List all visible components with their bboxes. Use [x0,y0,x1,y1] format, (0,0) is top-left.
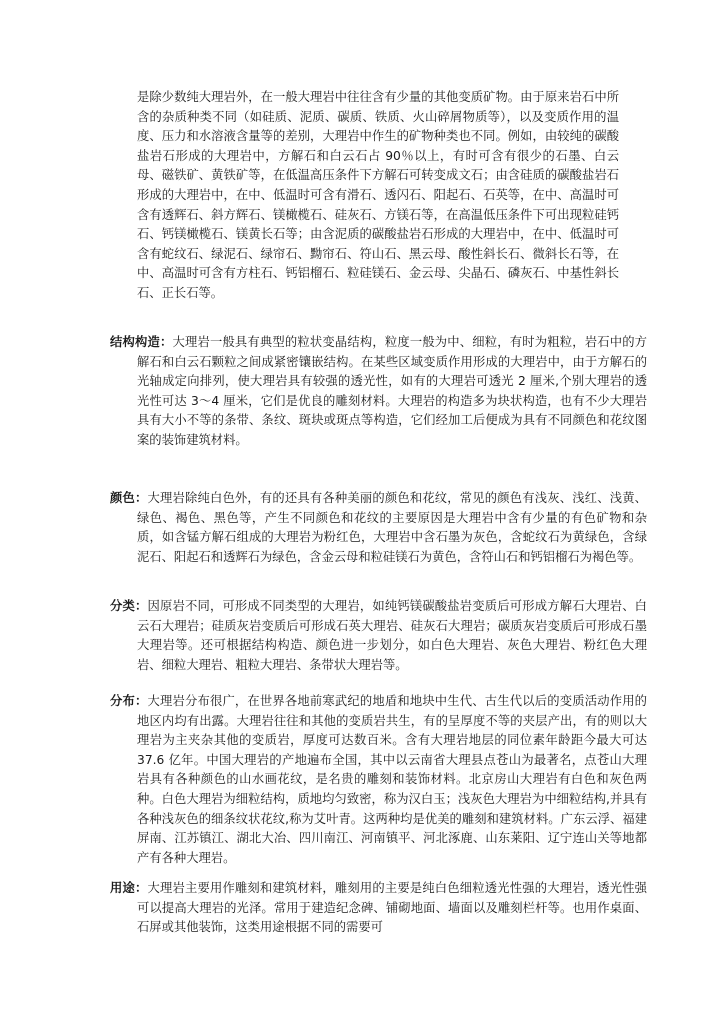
usage-section [110,879,647,938]
color-label: 颜色： [110,491,148,505]
classification-text: 因原岩不同，可形成不同类型的大理岩，如纯钙镁碳酸盐岩变质后可形成方解石大理岩、白云石大理岩；硅质灰岩变质后可形成石英大理岩、硅灰石大理岩；碳质灰岩变质后可形成石墨大理岩等。还可根据结构构造、颜色进一步划分，如白色大理岩、灰色大理岩、粉红色大理岩、细粒大理岩、粗粒大理岩、条带状大理岩等。 [137,599,647,672]
classification-label: 分类： [110,599,148,613]
structure-label: 结构构造： [110,335,173,349]
color-section [110,489,647,567]
distribution-section [110,692,647,868]
usage-label: 用途： [110,881,148,895]
color-text: 大理岩除纯白色外，有的还具有各种美丽的颜色和花纹，常见的颜色有浅灰、浅红、浅黄、绿色、褐色、黑色等，产生不同颜色和花纹的主要原因是大理岩中含有少量的有色矿物和杂质，如含锰方解石组成的大理岩为粉红色，大理岩中含石墨为灰色，含蛇纹石为黄绿色，含绿泥石、阳起石和透辉石为绿色，含金云母和粒硅镁石为黄色，含符山石和钙铝榴石为褐色等。 [137,491,647,564]
classification-section [110,597,647,675]
structure-section [110,333,647,451]
usage-text: 大理岩主要用作雕刻和建筑材料，雕刻用的主要是纯白色细粒透光性强的大理岩，透光性强可以提高大理岩的光泽。常用于建造纪念碑、铺砌地面、墙面以及雕刻栏杆等。也用作桌面、石屏或其他装饰，这类用途根据不同的需要可 [137,881,647,935]
structure-text: 大理岩一般具有典型的粒状变晶结构，粒度一般为中、细粒，有时为粗粒，岩石中的方解石和白云石颗粒之间成紧密镶嵌结构。在某些区域变质作用形成的大理岩中，由于方解石的光轴成定向排列，使大理岩具有较强的透光性，如有的大理岩可透光 2 厘米,个别大理岩的透光性可达 3～4 厘米，它们是优良的雕刻材料。大理岩的构造多为块状构造，也有不少大理岩具有大小不等的条带、条纹、斑块或斑点等构造，它们经加工后便成为具有不同颜色和花纹图案的装饰建筑材料。 [137,335,647,447]
distribution-text: 大理岩分布很广，在世界各地前寒武纪的地盾和地块中生代、古生代以后的变质活动作用的地区内均有出露。大理岩往往和其他的变质岩共生，有的呈厚度不等的夹层产出，有的则以大理岩为主夹杂其他的变质岩，厚度可达数百米。含有大理岩地层的同位素年龄距今最大可达 37.6 亿年。中国大理岩的产地遍布全国，其中以云南省大理县点苍山为最著名，点苍山大理岩具有各种颜色的山水画花纹，是名贵的雕刻和装饰材料。北京房山大理岩有白色和灰色两种。白色大理岩为细粒结构，质地均匀致密，称为汉白玉；浅灰色大理岩为中细粒结构,并具有各种浅灰色的细条纹状花纹,称为艾叶青。这两种均是优美的雕刻和建筑材料。广东云浮、福建屏南、江苏镇江、湖北大冶、四川南江、河南镇平、河北涿鹿、山东莱阳、辽宁连山关等地都产有各种大理岩。 [137,694,647,865]
distribution-label: 分布： [110,694,148,708]
intro-paragraph: 是除少数纯大理岩外，在一般大理岩中往往含有少量的其他变质矿物。由于原来岩石中所含的杂质种类不同（如硅质、泥质、碳质、铁质、火山碎屑物质等），以及变质作用的温度、压力和水溶液含量等的差别，大理岩中作生的矿物种类也不同。例如，由较纯的碳酸盐岩石形成的大理岩中，方解石和白云石占 90％以上，有时可含有很少的石墨、白云母、磁铁矿、黄铁矿等，在低温高压条件下方解石可转变成文石；由含硅质的碳酸盐岩石形成的大理岩中，在中、低温时可含有滑石、透闪石、阳起石、石英等，在中、高温时可含有透辉石、斜方辉石、镁橄榄石、硅灰石、方镁石等，在高温低压条件下可出现粒硅钙石、钙镁橄榄石、镁黄长石等；由含泥质的碳酸盐岩石形成的大理岩中，在中、低温时可含有蛇纹石、绿泥石、绿帘石、黝帘石、符山石、黑云母、酸性斜长石、微斜长石等，在中、高温时可含有方柱石、钙铝榴石、粒硅镁石、金云母、尖晶石、磷灰石、中基性斜长石、正长石等。 [137,90,619,300]
